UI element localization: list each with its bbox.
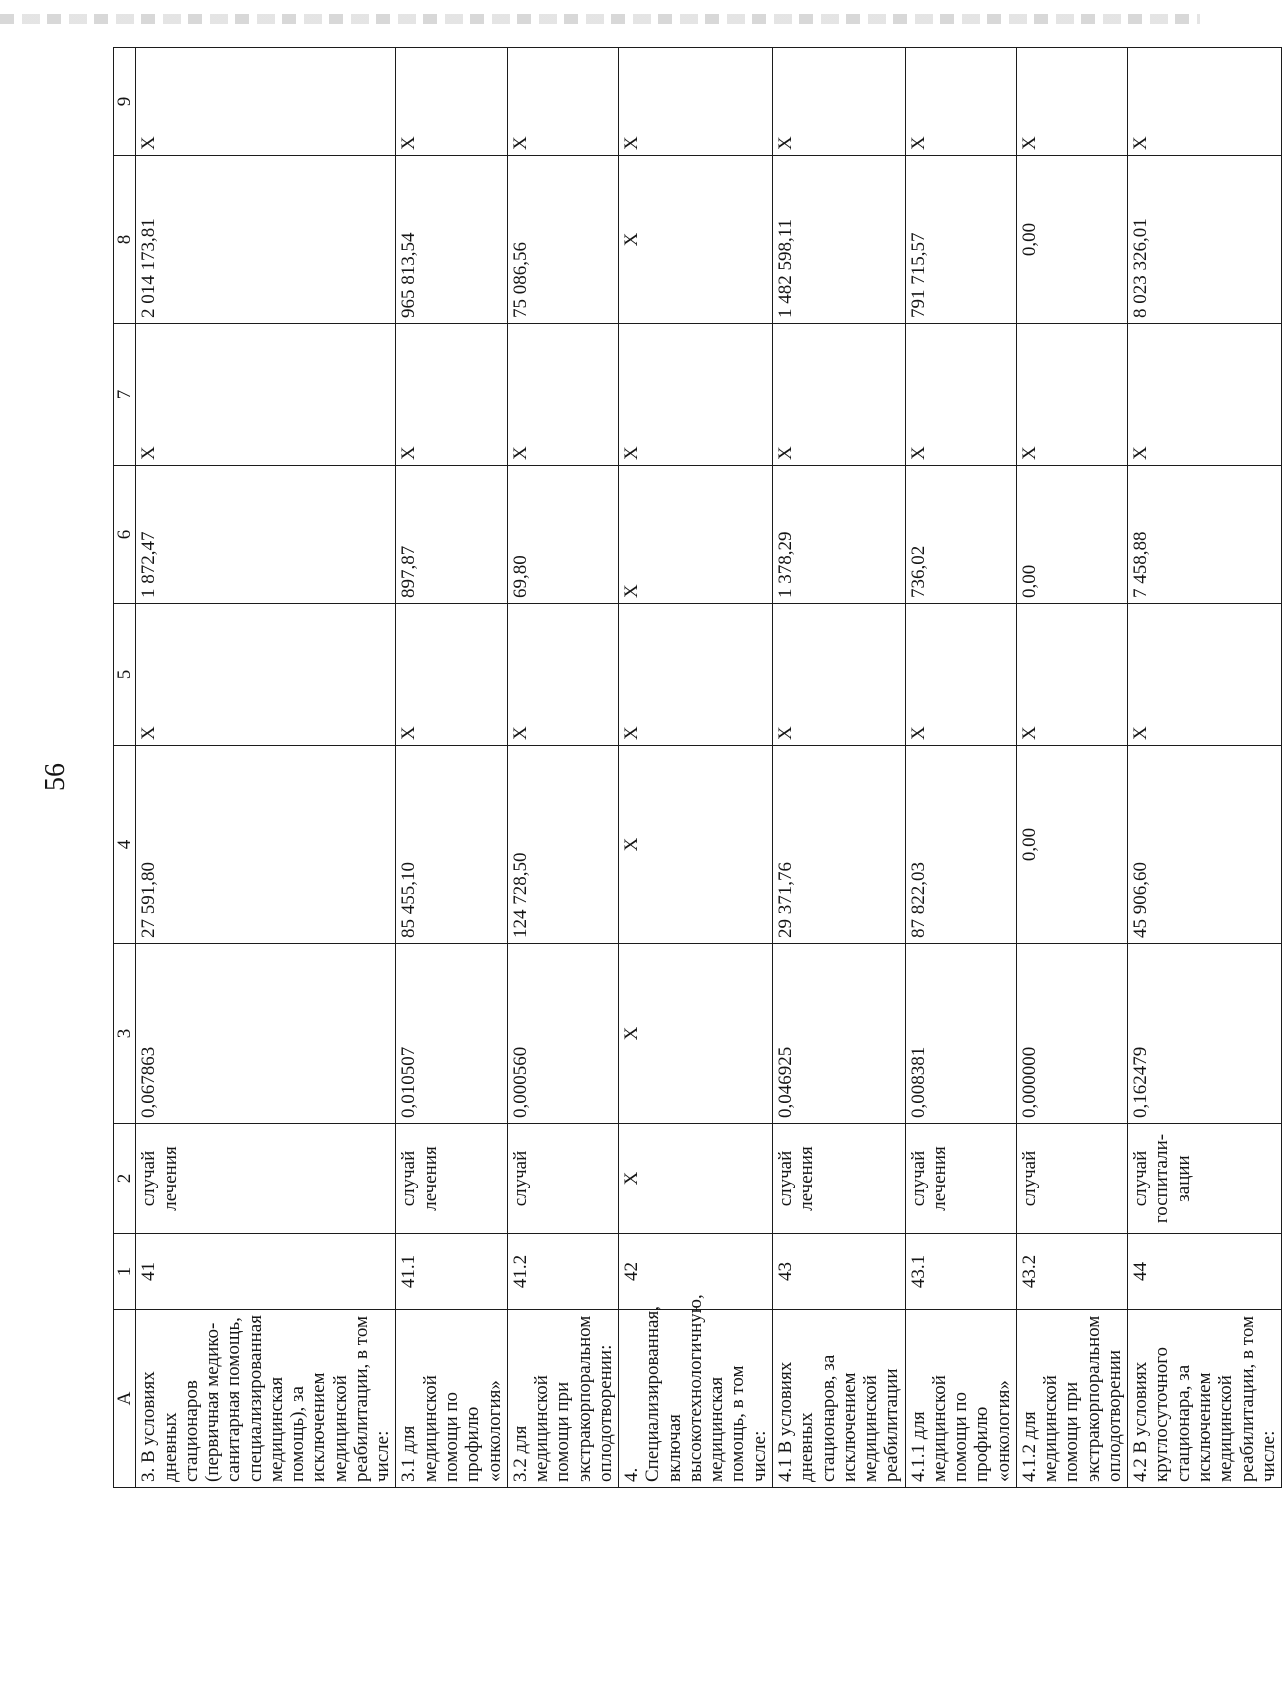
row-line-number: 41.2	[507, 1234, 618, 1310]
table-row	[905, 48, 1016, 1488]
row-line-number: 41	[136, 1234, 396, 1310]
row-unit: случай	[507, 1124, 618, 1234]
table-row	[136, 48, 396, 1488]
row-value-4: 29 371,76	[772, 746, 905, 944]
row-value-5: X	[1016, 604, 1127, 746]
data-table	[113, 47, 1282, 1488]
row-value-8: 965 813,54	[396, 156, 507, 324]
column-header-1: 1	[114, 1234, 136, 1310]
row-value-9: X	[772, 48, 905, 156]
row-value-7: X	[507, 324, 618, 466]
row-value-7: X	[396, 324, 507, 466]
table-row	[507, 48, 618, 1488]
row-value-8: 0,00	[1016, 156, 1127, 324]
row-value-7: X	[905, 324, 1016, 466]
row-line-number: 43	[772, 1234, 905, 1310]
row-value-4: 87 822,03	[905, 746, 1016, 944]
row-value-8: 1 482 598,11	[772, 156, 905, 324]
row-value-9: X	[619, 48, 773, 156]
row-name: 3. В условиях дневных стационаров (первичная медико-санитарная помощь, специализированная медицинская помощь), за исключением медицинской реабилитации, в том числе:	[136, 1310, 396, 1488]
row-value-5: X	[507, 604, 618, 746]
row-line-number: 42	[619, 1234, 773, 1310]
row-value-6: 736,02	[905, 466, 1016, 604]
row-line-number: 41.1	[396, 1234, 507, 1310]
row-value-6: 1 378,29	[772, 466, 905, 604]
row-name: 3.2 для медицинской помощи при экстракорпоральном оплодотворении:	[507, 1310, 618, 1488]
row-line-number: 43.2	[1016, 1234, 1127, 1310]
row-value-8: 8 023 326,01	[1128, 156, 1282, 324]
row-value-5: X	[136, 604, 396, 746]
row-value-7: X	[1128, 324, 1282, 466]
row-value-5: X	[396, 604, 507, 746]
row-unit: случай госпитали-зации	[1128, 1124, 1282, 1234]
row-value-3: 0,046925	[772, 944, 905, 1124]
row-unit: случай лечения	[772, 1124, 905, 1234]
row-value-6: 7 458,88	[1128, 466, 1282, 604]
row-unit: случай лечения	[396, 1124, 507, 1234]
table-row	[1128, 48, 1282, 1488]
row-value-7: X	[619, 324, 773, 466]
row-value-5: X	[772, 604, 905, 746]
scan-top-edge	[0, 14, 1200, 24]
row-name: 4. Специализированная, включая высокотехнологичную, медицинская помощь, в том числе:	[619, 1310, 773, 1488]
column-header-a: А	[114, 1310, 136, 1488]
row-value-3: 0,000000	[1016, 944, 1127, 1124]
row-value-9: X	[136, 48, 396, 156]
row-value-3: 0,067863	[136, 944, 396, 1124]
row-name: 3.1 для медицинской помощи по профилю «онкология»	[396, 1310, 507, 1488]
row-value-8: X	[619, 156, 773, 324]
rotated-table-container	[113, 48, 1279, 1488]
column-header-9: 9	[114, 48, 136, 156]
row-value-7: X	[1016, 324, 1127, 466]
row-unit: случай лечения	[136, 1124, 396, 1234]
row-value-3: X	[619, 944, 773, 1124]
row-value-4: 45 906,60	[1128, 746, 1282, 944]
row-name: 4.1 В условиях дневных стационаров, за исключением медицинской реабилитации	[772, 1310, 905, 1488]
row-value-9: X	[396, 48, 507, 156]
row-unit: случай	[1016, 1124, 1127, 1234]
row-value-4: 0,00	[1016, 746, 1127, 944]
row-value-4: 27 591,80	[136, 746, 396, 944]
header-row	[114, 48, 136, 1488]
row-unit: случай лечения	[905, 1124, 1016, 1234]
column-header-5: 5	[114, 604, 136, 746]
row-value-3: 0,000560	[507, 944, 618, 1124]
row-line-number: 43.1	[905, 1234, 1016, 1310]
row-value-9: X	[507, 48, 618, 156]
column-header-7: 7	[114, 324, 136, 466]
row-value-9: X	[1128, 48, 1282, 156]
column-header-2: 2	[114, 1124, 136, 1234]
row-value-9: X	[1016, 48, 1127, 156]
row-value-8: 75 086,56	[507, 156, 618, 324]
page-number: 56	[40, 763, 71, 791]
row-unit: X	[619, 1124, 773, 1234]
row-value-6: X	[619, 466, 773, 604]
row-name: 4.1.2 для медицинской помощи при экстракорпоральном оплодотворении	[1016, 1310, 1127, 1488]
row-value-8: 791 715,57	[905, 156, 1016, 324]
row-line-number: 44	[1128, 1234, 1282, 1310]
row-name: 4.1.1 для медицинской помощи по профилю «онкология»	[905, 1310, 1016, 1488]
row-value-6: 1 872,47	[136, 466, 396, 604]
row-value-5: X	[619, 604, 773, 746]
row-value-5: X	[1128, 604, 1282, 746]
table-row	[619, 48, 773, 1488]
column-header-3: 3	[114, 944, 136, 1124]
row-value-5: X	[905, 604, 1016, 746]
row-value-3: 0,162479	[1128, 944, 1282, 1124]
table-row	[396, 48, 507, 1488]
row-value-6: 69,80	[507, 466, 618, 604]
row-value-4: 124 728,50	[507, 746, 618, 944]
row-value-8: 2 014 173,81	[136, 156, 396, 324]
column-header-6: 6	[114, 466, 136, 604]
row-value-7: X	[772, 324, 905, 466]
table-row	[1016, 48, 1127, 1488]
row-value-4: X	[619, 746, 773, 944]
row-value-3: 0,008381	[905, 944, 1016, 1124]
row-value-9: X	[905, 48, 1016, 156]
column-header-8: 8	[114, 156, 136, 324]
row-value-6: 897,87	[396, 466, 507, 604]
row-value-3: 0,010507	[396, 944, 507, 1124]
row-value-4: 85 455,10	[396, 746, 507, 944]
row-value-7: X	[136, 324, 396, 466]
column-header-4: 4	[114, 746, 136, 944]
row-value-6: 0,00	[1016, 466, 1127, 604]
row-name: 4.2 В условиях круглосуточного стационара, за исключением медицинской реабилитации, в том числе:	[1128, 1310, 1282, 1488]
table-row	[772, 48, 905, 1488]
